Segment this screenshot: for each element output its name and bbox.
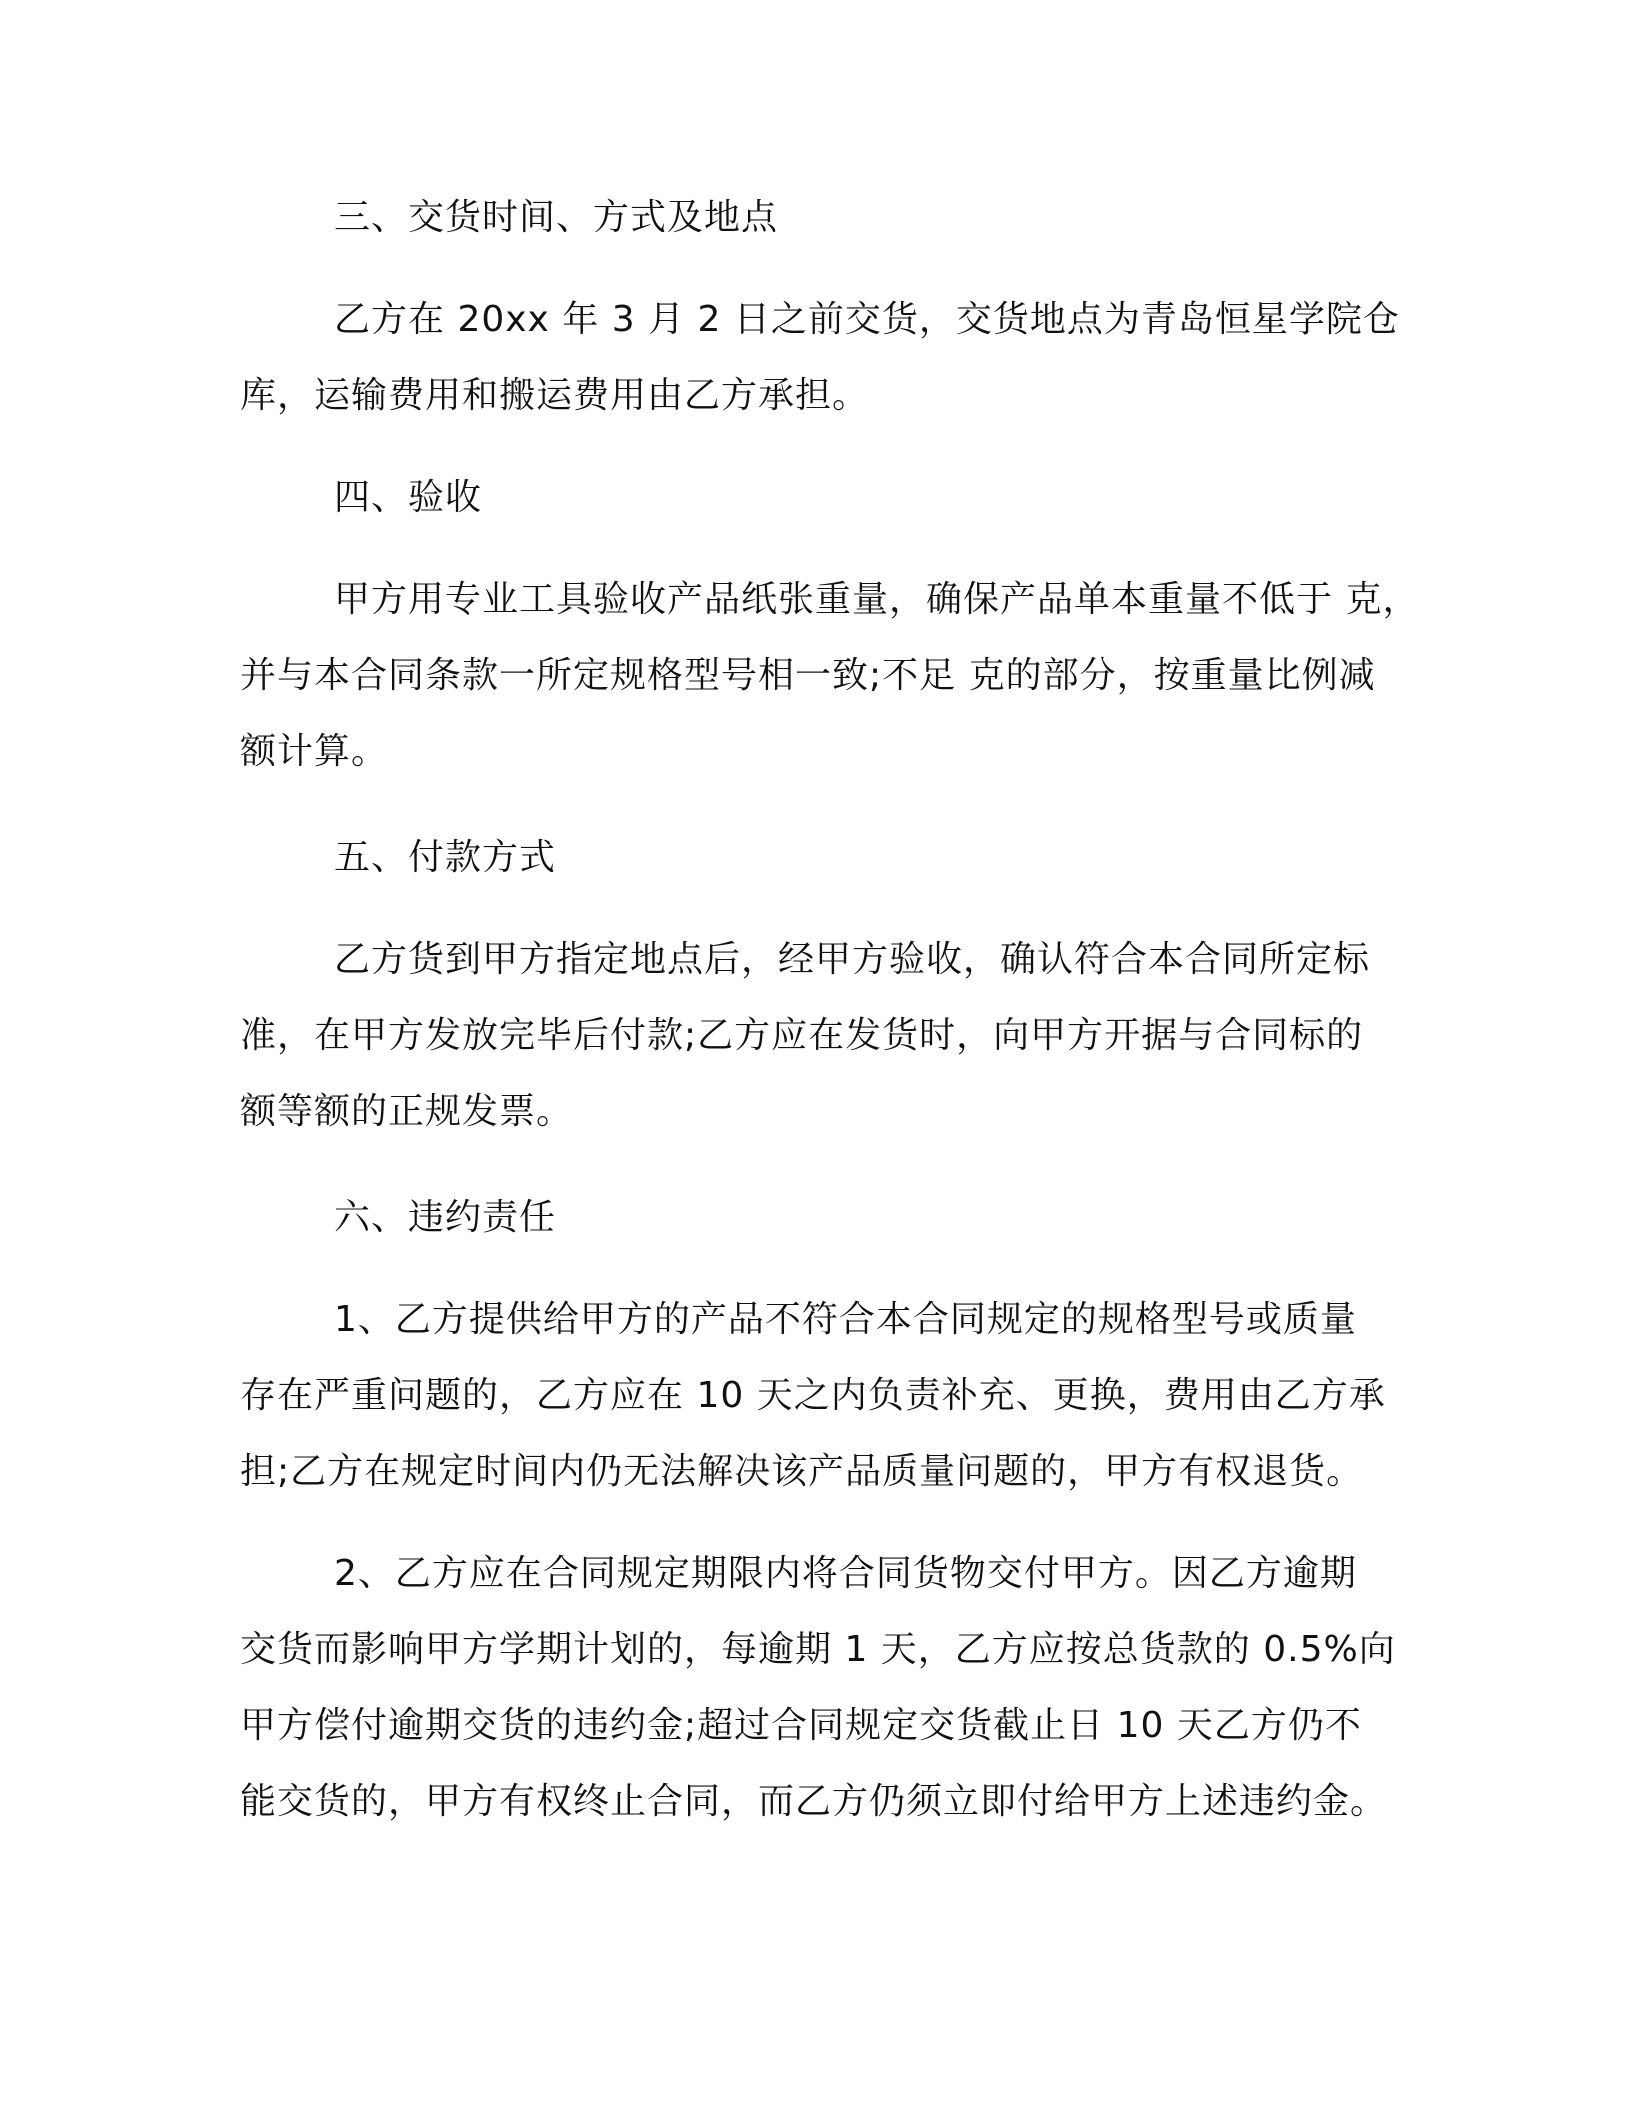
paragraph-line: 准，在甲方发放完毕后付款;乙方应在发货时，向甲方开据与合同标的 [240,1015,1364,1056]
paragraph-line: 甲方用专业工具验收产品纸张重量，确保产品单本重量不低于 克， [334,579,1420,620]
paragraph-line: 乙方在 20xx 年 3 月 2 日之前交货，交货地点为青岛恒星学院仓 [334,299,1400,340]
paragraph-line: 2、乙方应在合同规定期限内将合同货物交付甲方。因乙方逾期 [334,1553,1357,1594]
paragraph-line: 甲方偿付逾期交货的违约金;超过合同规定交货截止日 10 天乙方仍不 [240,1705,1362,1746]
paragraph-line: 存在严重问题的，乙方应在 10 天之内负责补充、更换，费用由乙方承 [240,1375,1386,1416]
section-heading-delivery: 三、交货时间、方式及地点 [334,197,779,238]
paragraph-line: 额计算。 [240,731,389,772]
paragraph-line: 乙方货到甲方指定地点后，经甲方验收，确认符合本合同所定标 [334,939,1371,980]
section-heading-payment: 五、付款方式 [334,837,557,878]
paragraph-line: 担;乙方在规定时间内仍无法解决该产品质量问题的，甲方有权退货。 [240,1451,1364,1492]
paragraph-line: 交货而影响甲方学期计划的，每逾期 1 天，乙方应按总货款的 0.5%向 [240,1629,1396,1670]
paragraph-line: 额等额的正规发票。 [240,1091,574,1132]
paragraph-line: 并与本合同条款一所定规格型号相一致;不足 克的部分，按重量比例减 [240,655,1376,696]
paragraph-line: 1、乙方提供给甲方的产品不符合本合同规定的规格型号或质量 [334,1299,1357,1340]
paragraph-line: 库，运输费用和搬运费用由乙方承担。 [240,375,870,416]
section-heading-acceptance: 四、验收 [334,477,483,518]
paragraph-line: 能交货的，甲方有权终止合同，而乙方仍须立即付给甲方上述违约金。 [240,1781,1388,1822]
section-heading-breach: 六、违约责任 [334,1197,557,1238]
